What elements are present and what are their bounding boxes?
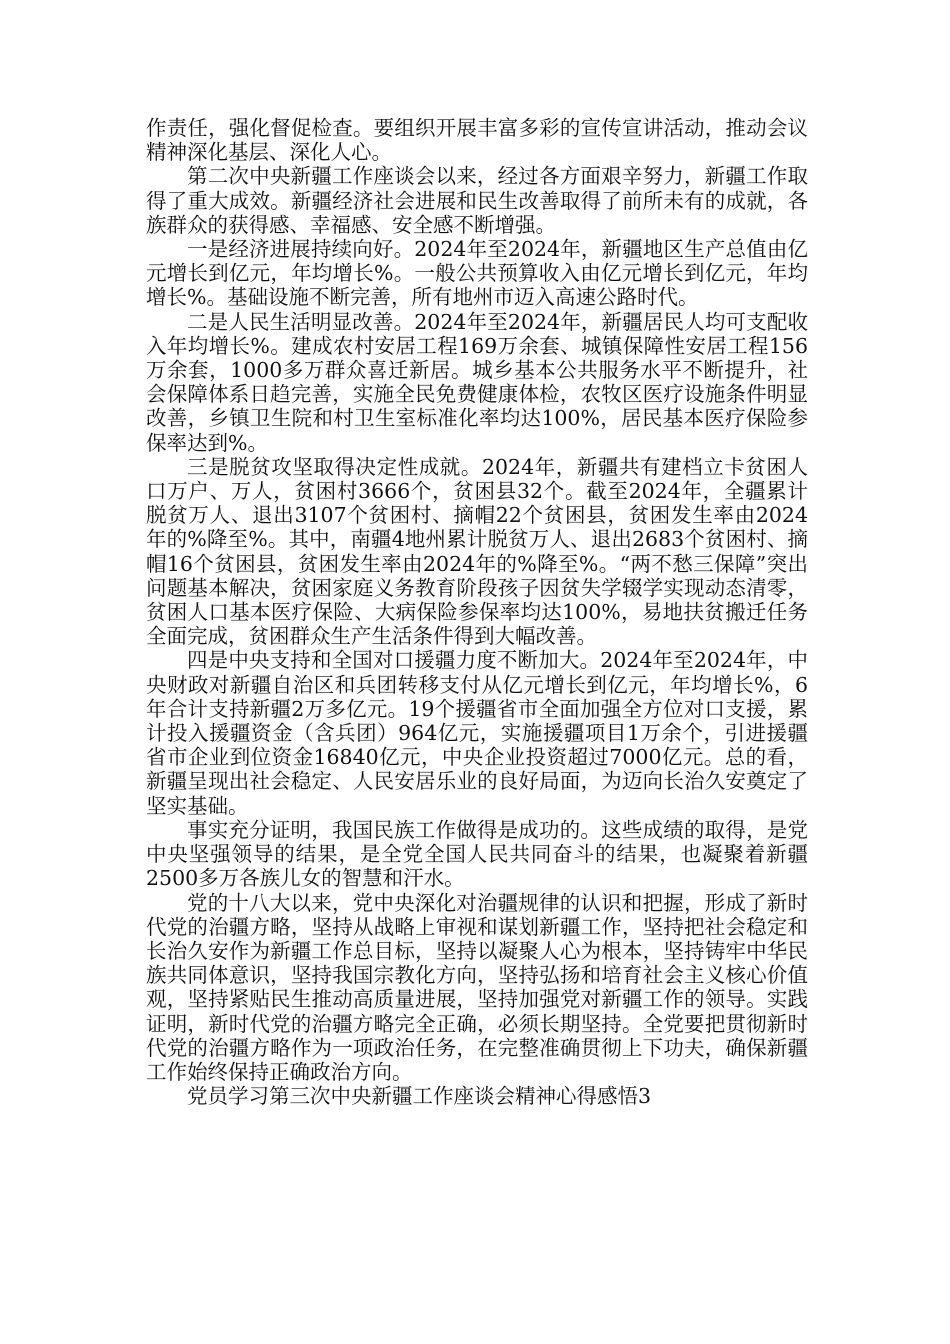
section-title: 党员学习第三次中央新疆工作座谈会精神心得感悟3 — [187, 1084, 652, 1109]
paragraph-strategy: 党的十八大以来，党中央深化对治疆规律的认识和把握，形成了新时代党的治疆方略，坚持从战略上审视和谋划新疆工作，坚持把社会稳定和长治久安作为新疆工作总目标，坚持以凝聚人心为根本，坚持铸牢中华民族共同体意识，坚持我国宗教化方向，坚持弘扬和培育社会主义核心价值观，坚持紧贴民生推动高质量进展，坚持加强党对新疆工作的领导。实践证明，新时代党的治疆方略完全正确，必须长期坚持。全党要把贯彻新时代党的治疆方略作为一项政治任务，在完整准确贯彻上下功夫，确保新疆工作始终保持正确政治方向。 — [146, 890, 808, 1084]
paragraph-livelihood: 二是人民生活明显改善。2024年至2024年，新疆居民人均可支配收入年均增长%。建成农村安居工程169万余套、城镇保障性安居工程156万余套，1000多万群众喜迁新居。城乡基本公共服务水平不断提升，社会保障体系日趋完善，实施全民免费健康体检，农牧区医疗设施条件明显改善，乡镇卫生院和村卫生室标准化率均达100%，居民基本医疗保险参保率达到%。 — [146, 309, 808, 455]
paragraph-facts: 事实充分证明，我国民族工作做得是成功的。这些成绩的取得，是党中央坚强领导的结果，是全党全国人民共同奋斗的结果，也凝聚着新疆2500多万各族儿女的智慧和汗水。 — [146, 817, 808, 891]
paragraph-economy: 一是经济进展持续向好。2024年至2024年，新疆地区生产总值由亿元增长到亿元，年均增长%。一般公共预算收入由亿元增长到亿元，年均增长%。基础设施不断完善，所有地州市迈入高速公路时代。 — [146, 237, 808, 310]
paragraph-poverty: 三是脱贫攻坚取得决定性成就。2024年，新疆共有建档立卡贫困人口万户、万人，贫困村3666个，贫困县32个。截至2024年，全疆累计脱贫万人、退出3107个贫困村、摘帽22个贫困县，贫困发生率由2024年的%降至%。其中，南疆4地州累计脱贫万人、退出2683个贫困村、摘帽16个贫困县，贫困发生率由2024年的%降至%。“两不愁三保障”突出问题基本解决，贫困家庭义务教育阶段孩子因贫失学辍学实现动态清零，贫困人口基本医疗保险、大病保险参保率均达100%，易地扶贫搬迁任务全面完成，贫困群众生产生活条件得到大幅改善。 — [146, 454, 808, 649]
paragraph-central-support: 四是中央支持和全国对口援疆力度不断加大。2024年至2024年，中央财政对新疆自治区和兵团转移支付从亿元增长到亿元，年均增长%，6年合计支持新疆2万多亿元。19个援疆省市全面加强全方位对口支援，累计投入援疆资金（含兵团）964亿元，实施援疆项目1万余个，引进援疆省市企业到位资金16840亿元，中央企业投资超过7000亿元。总的看，新疆呈现出社会稳定、人民安居乐业的良好局面，为迈向长治久安奠定了坚实基础。 — [146, 648, 808, 818]
document-body — [146, 116, 808, 1108]
paragraph-achievements-intro: 第二次中央新疆工作座谈会以来，经过各方面艰辛努力，新疆工作取得了重大成效。新疆经济社会进展和民生改善取得了前所未有的成就，各族群众的获得感、幸福感、安全感不断增强。 — [146, 164, 808, 237]
paragraph-continuation: 作责任，强化督促检查。要组织开展丰富多彩的宣传宣讲活动，推动会议精神深化基层、深化人心。 — [146, 116, 808, 165]
